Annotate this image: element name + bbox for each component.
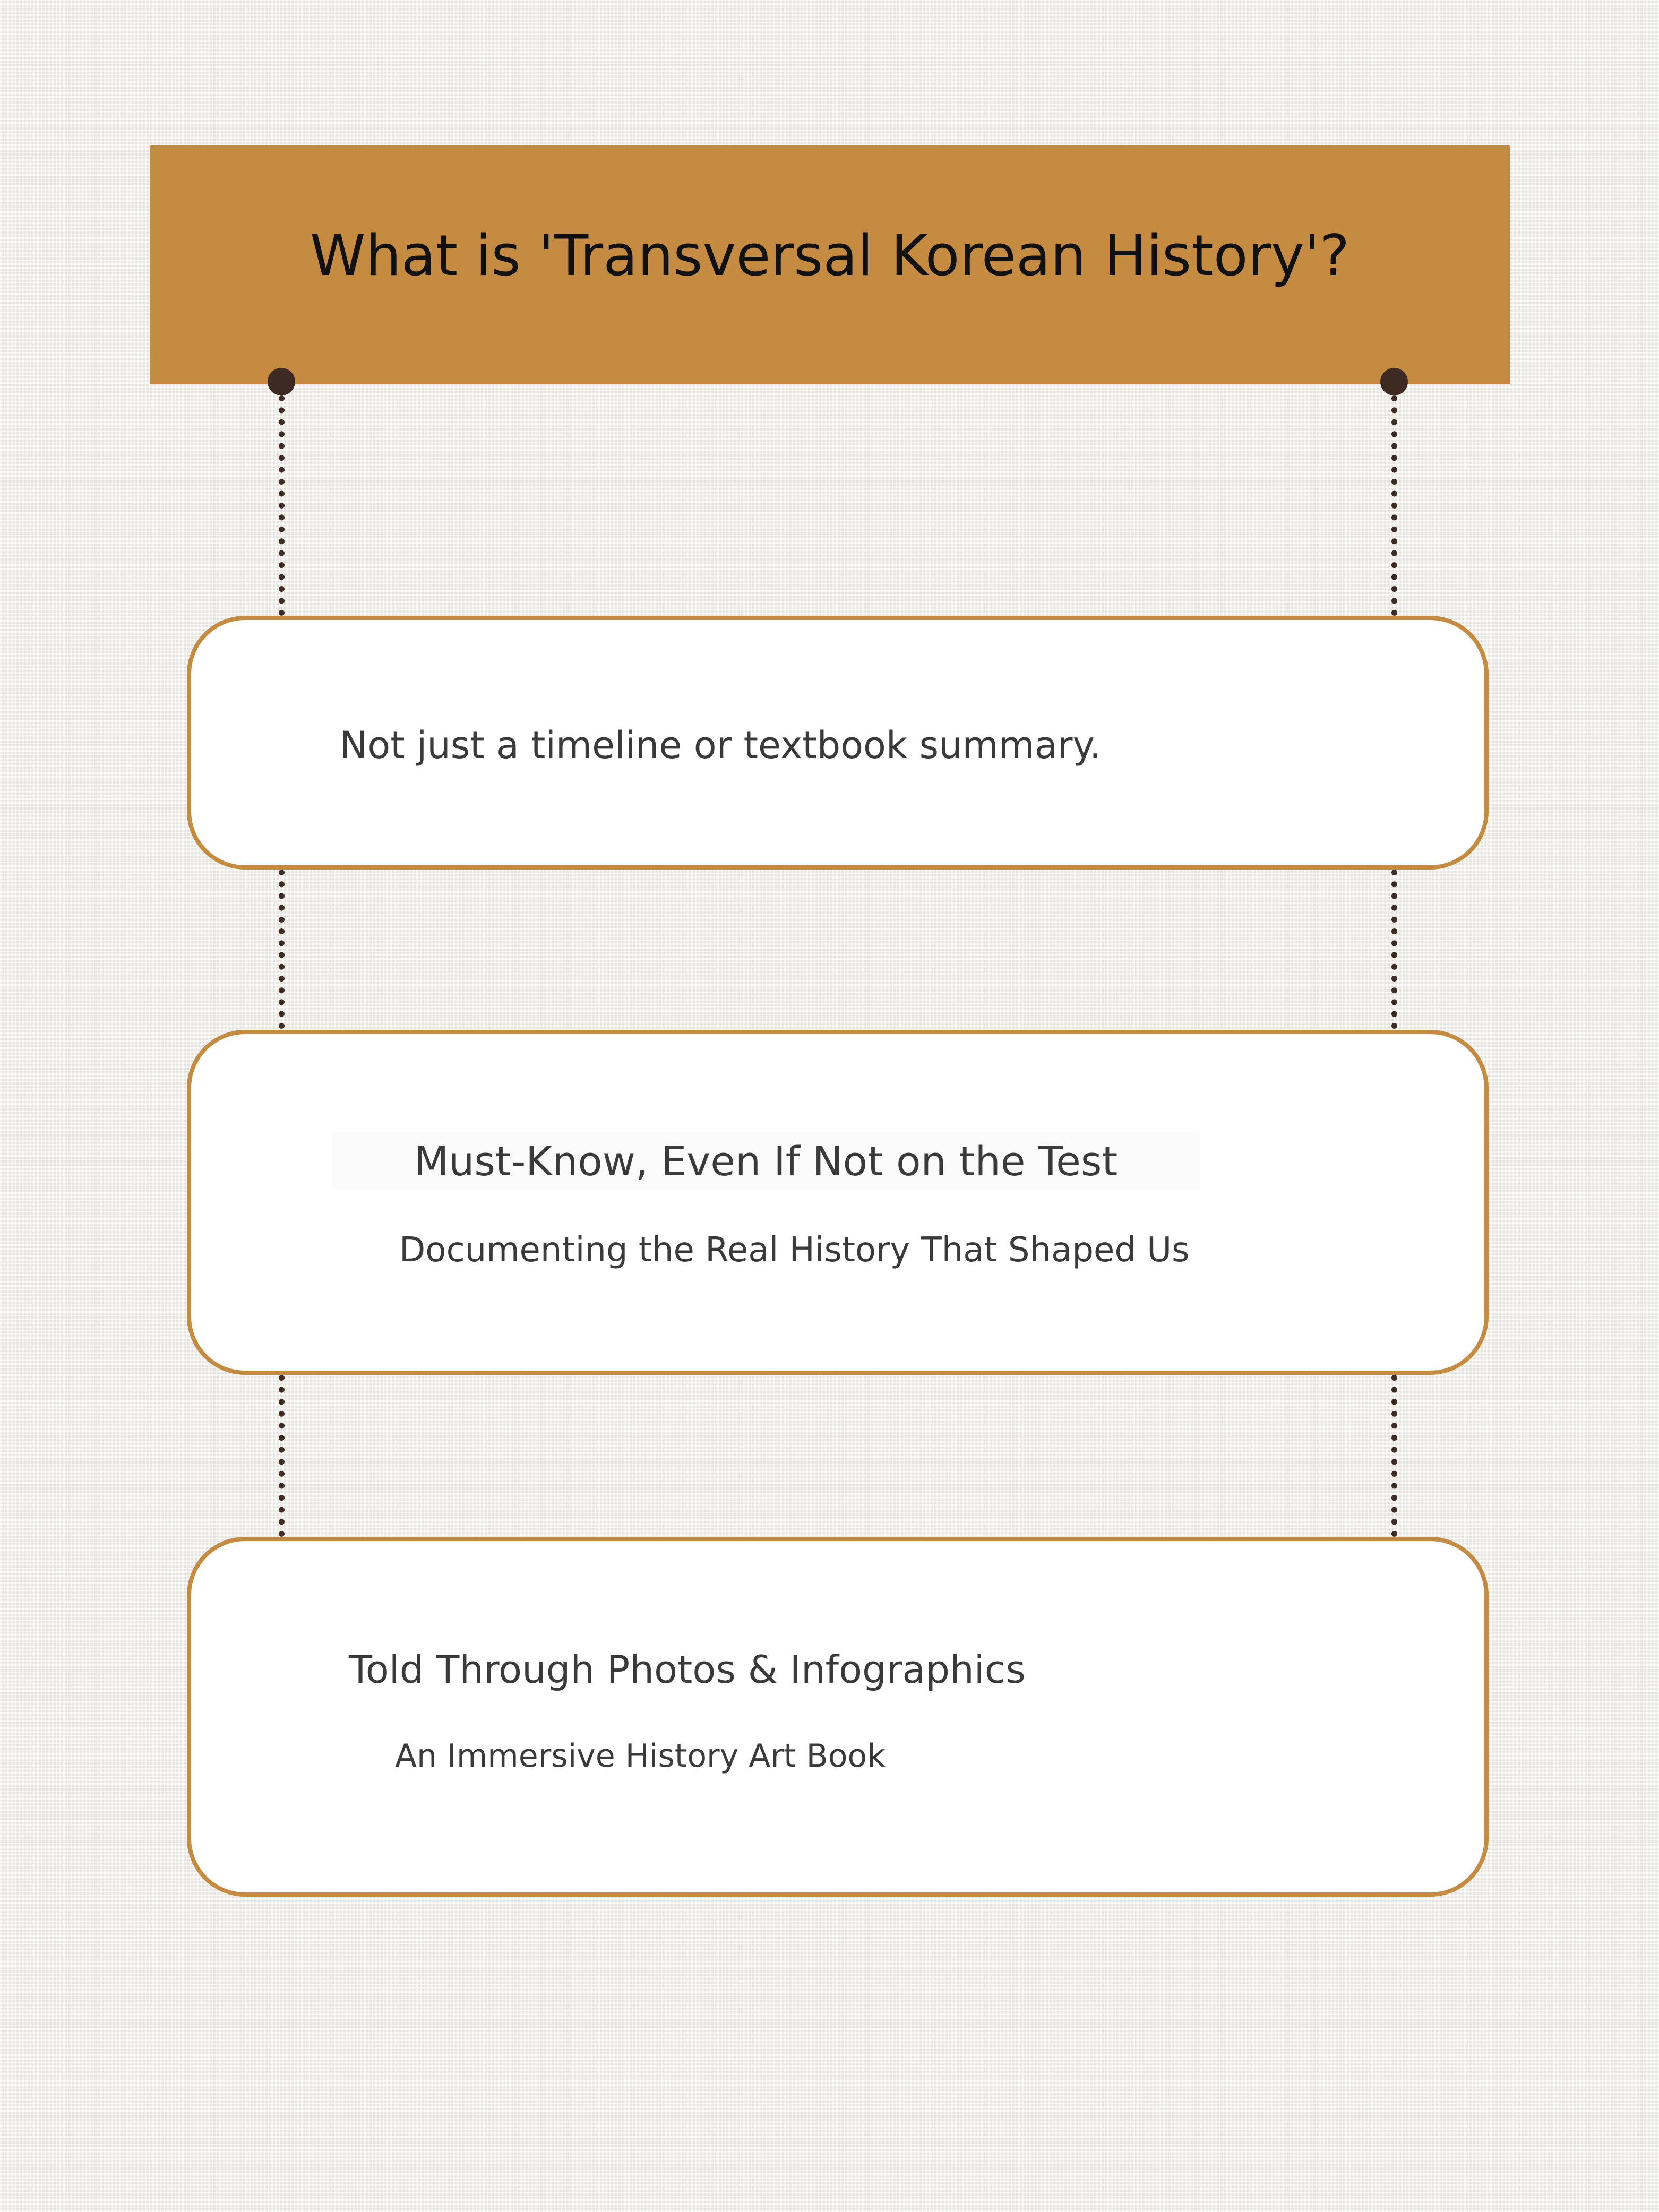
dotted-connector-left xyxy=(279,1375,285,1537)
card-text: Not just a timeline or textbook summary. xyxy=(340,724,1102,767)
card-heading: Told Through Photos & Infographics xyxy=(349,1647,1026,1692)
dotted-connector-left xyxy=(279,395,285,616)
dotted-connector-left xyxy=(279,870,285,1029)
info-card-timeline xyxy=(187,616,1489,870)
connector-dot-left xyxy=(268,368,295,395)
title-banner xyxy=(150,145,1510,384)
page-title: What is 'Transversal Korean History'? xyxy=(310,222,1350,288)
card-heading: Must-Know, Even If Not on the Test xyxy=(414,1138,1118,1185)
connector-dot-right xyxy=(1380,368,1408,395)
card-subheading: An Immersive History Art Book xyxy=(395,1737,886,1775)
info-card-photos xyxy=(187,1537,1489,1897)
card-heading-highlight xyxy=(332,1132,1200,1190)
dotted-connector-right xyxy=(1391,1375,1397,1537)
info-card-must-know xyxy=(187,1030,1489,1375)
card-subheading: Documenting the Real History That Shaped Us xyxy=(399,1230,1190,1270)
dotted-connector-right xyxy=(1391,395,1397,616)
dotted-connector-right xyxy=(1391,870,1397,1029)
